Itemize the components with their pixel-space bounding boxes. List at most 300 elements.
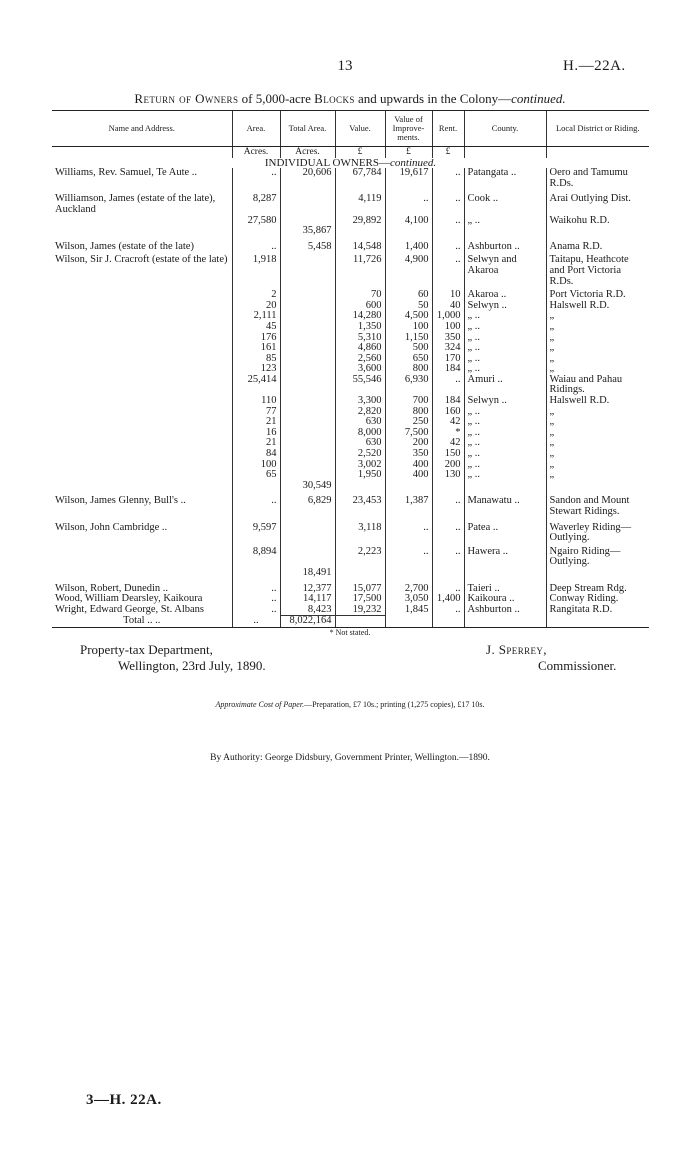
cell-value: 3,002	[335, 460, 385, 471]
cell-name	[52, 481, 232, 492]
table-title	[0, 91, 700, 107]
cell-district: „	[546, 322, 649, 333]
cell-rent: *	[432, 428, 464, 439]
cell-rent: 184	[432, 364, 464, 375]
col-header-improvements: Value of Improve-ments.	[385, 111, 432, 147]
table-row	[52, 417, 649, 428]
section-title: INDIVIDUAL OWNERS—continued.	[264, 156, 437, 169]
cell-district: „	[546, 364, 649, 375]
cell-total-area	[280, 460, 335, 471]
cell-improvements: 700	[385, 396, 432, 407]
cell-total-area	[280, 449, 335, 460]
cell-name: Wilson, John Cambridge ..	[55, 521, 168, 533]
cell-improvements: ..	[385, 194, 432, 215]
cell-name: Wright, Edward George, St. Albans	[55, 603, 204, 615]
cell-area: ..	[232, 605, 280, 616]
cell-name	[52, 470, 232, 481]
cell-improvements: 7,500	[385, 428, 432, 439]
cell-rent: 200	[432, 460, 464, 471]
cell-improvements: ..	[385, 547, 432, 568]
cell-county: Akaroa ..	[464, 290, 546, 301]
cell-total-area	[280, 523, 335, 544]
cell-area: 8,287	[232, 194, 280, 215]
cell-value: 70	[335, 290, 385, 301]
cell-total-area	[280, 438, 335, 449]
cell-county: Ashburton ..	[464, 605, 546, 616]
cell-rent: ..	[432, 523, 464, 544]
cell-improvements: 800	[385, 407, 432, 418]
cell-county: „ ..	[464, 216, 546, 227]
cell-area: 84	[232, 449, 280, 460]
cell-area: 2	[232, 290, 280, 301]
total-empty	[432, 616, 464, 628]
authority-line: By Authority: George Didsbury, Government Printer, Wellington.—1890.	[210, 753, 490, 763]
cell-county: Cook ..	[464, 194, 546, 215]
cell-total-area	[280, 333, 335, 344]
signature-right	[486, 642, 616, 674]
cell-rent: 1,400	[432, 594, 464, 605]
title-blocks: Blocks	[314, 91, 355, 106]
cell-rent: 160	[432, 407, 464, 418]
cell-district: „	[546, 407, 649, 418]
cell-name	[52, 311, 232, 322]
cell-rent: 170	[432, 354, 464, 365]
table-row	[52, 226, 649, 237]
unit-improvements: £	[385, 147, 432, 158]
cell-value: 2,520	[335, 449, 385, 460]
cell-district: Rangitata R.D.	[546, 605, 649, 616]
cell-county: „ ..	[464, 438, 546, 449]
sheet-reference: 3—H. 22A.	[86, 1092, 162, 1108]
cell-value: 15,077	[335, 584, 385, 595]
cell-area: 123	[232, 364, 280, 375]
cell-name	[52, 301, 232, 312]
table-row	[52, 407, 649, 418]
cell-area: 85	[232, 354, 280, 365]
cell-rent: 40	[432, 301, 464, 312]
cell-district: „	[546, 333, 649, 344]
cell-county: „ ..	[464, 428, 546, 439]
table-row	[52, 354, 649, 365]
cell-county: „ ..	[464, 449, 546, 460]
cell-name	[52, 428, 232, 439]
cell-total-area	[280, 547, 335, 568]
cell-value: 4,860	[335, 343, 385, 354]
cell-district: Halswell R.D.	[546, 301, 649, 312]
table-row	[52, 496, 649, 517]
cell-improvements: 350	[385, 449, 432, 460]
signatory-name: J. Sperrey,	[486, 642, 547, 657]
cell-district	[546, 568, 649, 579]
table-row	[52, 333, 649, 344]
unit-row	[52, 147, 649, 158]
cell-county: „ ..	[464, 417, 546, 428]
cell-value: 11,726	[335, 255, 385, 287]
cell-name	[52, 354, 232, 365]
cell-improvements	[385, 568, 432, 579]
table-row	[52, 168, 649, 189]
table-row	[52, 255, 649, 287]
cell-rent: 42	[432, 438, 464, 449]
cell-rent: ..	[432, 496, 464, 517]
table-row	[52, 460, 649, 471]
cell-total-area: 6,829	[280, 496, 335, 517]
table-row	[52, 194, 649, 215]
table-row	[52, 311, 649, 322]
cell-area: 21	[232, 438, 280, 449]
cell-area: 176	[232, 333, 280, 344]
cell-total-area: 14,117	[280, 594, 335, 605]
cell-total-area	[280, 194, 335, 215]
cell-total-area: 5,458	[280, 242, 335, 253]
cell-district: „	[546, 311, 649, 322]
cell-area: 65	[232, 470, 280, 481]
cell-improvements: 1,845	[385, 605, 432, 616]
cell-district: Waiau and Pahau Ridings.	[546, 375, 649, 396]
table-row	[52, 375, 649, 396]
footnote: * Not stated.	[329, 628, 371, 637]
cell-value: 2,560	[335, 354, 385, 365]
cell-district: Deep Stream Rdg.	[546, 584, 649, 595]
signatory-title: Commissioner.	[538, 658, 617, 673]
cell-district: „	[546, 343, 649, 354]
col-header-county: County.	[464, 111, 546, 147]
cell-rent	[432, 481, 464, 492]
cell-value: 67,784	[335, 168, 385, 189]
table-row	[52, 438, 649, 449]
cell-name	[52, 396, 232, 407]
cell-name	[52, 407, 232, 418]
cell-rent: ..	[432, 242, 464, 253]
cell-district: Anama R.D.	[546, 242, 649, 253]
cell-value: 8,000	[335, 428, 385, 439]
signature-left	[80, 642, 266, 674]
cell-district: „	[546, 449, 649, 460]
cell-county: Taieri ..	[464, 584, 546, 595]
cell-area: ..	[232, 168, 280, 189]
cell-name	[52, 290, 232, 301]
total-area-dots: ..	[232, 616, 280, 628]
cell-value: 4,119	[335, 194, 385, 215]
table-row	[52, 301, 649, 312]
cell-rent: 42	[432, 417, 464, 428]
cell-name	[52, 343, 232, 354]
title-mid: of 5,000-acre	[241, 91, 311, 106]
cell-improvements: 200	[385, 438, 432, 449]
cell-improvements: 4,500	[385, 311, 432, 322]
title-rest: and upwards in the Colony—	[358, 91, 512, 106]
cell-name	[52, 333, 232, 344]
table-row	[52, 568, 649, 579]
cell-value: 55,546	[335, 375, 385, 396]
cell-rent: 350	[432, 333, 464, 344]
title-prefix: Return of Owners	[134, 91, 239, 106]
cell-total-area: 8,423	[280, 605, 335, 616]
cell-improvements: 2,700	[385, 584, 432, 595]
cell-rent: ..	[432, 168, 464, 189]
cell-name	[52, 438, 232, 449]
cell-total-area	[280, 364, 335, 375]
cell-name	[52, 568, 232, 579]
cell-county: Selwyn and Akaroa	[464, 255, 546, 287]
cell-area: 16	[232, 428, 280, 439]
table-row	[52, 343, 649, 354]
cell-total-area	[280, 290, 335, 301]
cell-district: Arai Outlying Dist.	[546, 194, 649, 215]
cell-area	[232, 481, 280, 492]
cell-improvements: 19,617	[385, 168, 432, 189]
cell-value: 23,453	[335, 496, 385, 517]
cell-district: Conway Riding.	[546, 594, 649, 605]
cell-improvements: 1,150	[385, 333, 432, 344]
cell-improvements: 4,100	[385, 216, 432, 227]
col-header-total-area: Total Area.	[280, 111, 335, 147]
cell-total-area	[280, 417, 335, 428]
cell-total-area	[280, 407, 335, 418]
cell-area	[232, 568, 280, 579]
cell-district: „	[546, 417, 649, 428]
cell-rent: 10	[432, 290, 464, 301]
cell-total-area	[280, 343, 335, 354]
table-row	[52, 547, 649, 568]
cell-rent	[432, 226, 464, 237]
cell-county: „ ..	[464, 354, 546, 365]
cell-improvements: 6,930	[385, 375, 432, 396]
table-row	[52, 322, 649, 333]
cell-improvements: 1,387	[385, 496, 432, 517]
cell-rent: 184	[432, 396, 464, 407]
cell-total-area: 35,867	[280, 226, 335, 237]
cell-name: Williams, Rev. Samuel, Te Aute ..	[55, 167, 198, 179]
total-empty	[546, 616, 649, 628]
cell-value: 14,548	[335, 242, 385, 253]
cell-area: 45	[232, 322, 280, 333]
cell-county: „ ..	[464, 311, 546, 322]
cell-name: Williamson, James (estate of the late), Auckland	[55, 193, 216, 215]
cell-rent: ..	[432, 547, 464, 568]
header-row	[52, 111, 649, 147]
cell-value: 600	[335, 301, 385, 312]
total-label: Total .. ..	[52, 616, 232, 628]
page-number: 13	[337, 58, 353, 74]
cost-note: Approximate Cost of Paper.—Preparation, £7 10s.; printing (1,275 copies), £17 10s.	[215, 700, 485, 709]
table-row	[52, 242, 649, 253]
cell-county: „ ..	[464, 343, 546, 354]
cell-name	[52, 449, 232, 460]
cell-district: „	[546, 354, 649, 365]
cell-value	[335, 481, 385, 492]
cell-total-area	[280, 375, 335, 396]
cell-area: 110	[232, 396, 280, 407]
cell-county: „ ..	[464, 322, 546, 333]
unit-area: Acres.	[232, 147, 280, 158]
cell-value	[335, 226, 385, 237]
unit-total-area: Acres.	[280, 147, 335, 158]
cell-value: 17,500	[335, 594, 385, 605]
cell-value: 1,350	[335, 322, 385, 333]
col-header-value: Value.	[335, 111, 385, 147]
cell-total-area	[280, 301, 335, 312]
cell-district: „	[546, 438, 649, 449]
cell-value: 3,600	[335, 364, 385, 375]
cell-rent: ..	[432, 255, 464, 287]
table-row	[52, 470, 649, 481]
cell-value: 5,310	[335, 333, 385, 344]
cell-name	[52, 322, 232, 333]
cell-district: Oero and Tamumu R.Ds.	[546, 168, 649, 189]
cell-value: 19,232	[335, 605, 385, 616]
cell-area: 2,111	[232, 311, 280, 322]
cell-value: 14,280	[335, 311, 385, 322]
cell-county: Selwyn ..	[464, 396, 546, 407]
cell-rent: 130	[432, 470, 464, 481]
total-empty	[385, 616, 432, 628]
cell-district	[546, 481, 649, 492]
cell-area: 21	[232, 417, 280, 428]
cell-rent	[432, 568, 464, 579]
cell-value: 630	[335, 438, 385, 449]
total-value: 8,022,164	[280, 616, 335, 628]
cell-district: „	[546, 428, 649, 439]
cell-total-area: 12,377	[280, 584, 335, 595]
cell-county	[464, 226, 546, 237]
cell-district: Ngairo Riding—Outlying.	[546, 547, 649, 568]
cell-value: 2,820	[335, 407, 385, 418]
cell-name: Wood, William Dearsley, Kaikoura	[55, 593, 203, 605]
cell-county: „ ..	[464, 407, 546, 418]
cell-area: 20	[232, 301, 280, 312]
cell-improvements: 800	[385, 364, 432, 375]
cell-improvements: 650	[385, 354, 432, 365]
unit-value: £	[335, 147, 385, 158]
cell-total-area	[280, 396, 335, 407]
total-empty	[335, 616, 385, 628]
cell-area: ..	[232, 584, 280, 595]
cell-area: 8,894	[232, 547, 280, 568]
cell-total-area	[280, 322, 335, 333]
cell-improvements: 400	[385, 470, 432, 481]
cell-name	[52, 226, 232, 237]
owners-table	[52, 110, 649, 628]
cell-improvements: ..	[385, 523, 432, 544]
cell-name	[52, 460, 232, 471]
cell-total-area	[280, 428, 335, 439]
cell-improvements: 500	[385, 343, 432, 354]
document-reference: H.—22A.	[563, 58, 626, 74]
table-row	[52, 396, 649, 407]
cell-value: 29,892	[335, 216, 385, 227]
cell-area: ..	[232, 594, 280, 605]
cell-value: 1,950	[335, 470, 385, 481]
cell-improvements: 1,400	[385, 242, 432, 253]
col-header-rent: Rent.	[432, 111, 464, 147]
cell-county: Hawera ..	[464, 547, 546, 568]
col-header-district: Local District or Riding.	[546, 111, 649, 147]
cell-value: 630	[335, 417, 385, 428]
cell-area: 1,918	[232, 255, 280, 287]
cell-area: 9,597	[232, 523, 280, 544]
cell-rent: 1,000	[432, 311, 464, 322]
cell-county: Patea ..	[464, 523, 546, 544]
place-date-line: Wellington, 23rd July, 1890.	[118, 658, 266, 673]
cell-value: 3,300	[335, 396, 385, 407]
cell-name	[52, 547, 232, 568]
cell-county: Amuri ..	[464, 375, 546, 396]
cell-district: „	[546, 460, 649, 471]
cell-district: „	[546, 470, 649, 481]
cell-county: Kaikoura ..	[464, 594, 546, 605]
cell-area: ..	[232, 496, 280, 517]
col-header-area: Area.	[232, 111, 280, 147]
cell-area: ..	[232, 242, 280, 253]
cell-rent: ..	[432, 584, 464, 595]
cell-rent: ..	[432, 375, 464, 396]
cell-county: „ ..	[464, 364, 546, 375]
cell-county	[464, 568, 546, 579]
cell-name: Wilson, James Glenny, Bull's ..	[55, 495, 186, 507]
cell-total-area	[280, 354, 335, 365]
table-row	[52, 449, 649, 460]
cell-value: 3,118	[335, 523, 385, 544]
cell-county: „ ..	[464, 470, 546, 481]
cell-rent: ..	[432, 216, 464, 227]
cell-total-area: 18,491	[280, 568, 335, 579]
cell-improvements: 3,050	[385, 594, 432, 605]
title-continued: continued.	[511, 91, 566, 106]
cell-area	[232, 226, 280, 237]
cell-district	[546, 226, 649, 237]
cell-area: 77	[232, 407, 280, 418]
cell-improvements: 250	[385, 417, 432, 428]
cell-rent: 100	[432, 322, 464, 333]
cell-name	[52, 364, 232, 375]
cell-county	[464, 481, 546, 492]
cell-area: 161	[232, 343, 280, 354]
cell-county: Selwyn ..	[464, 301, 546, 312]
cell-county: Manawatu ..	[464, 496, 546, 517]
cell-total-area	[280, 311, 335, 322]
total-empty	[464, 616, 546, 628]
cell-district: Halswell R.D.	[546, 396, 649, 407]
cell-improvements	[385, 481, 432, 492]
cell-name: Wilson, Sir J. Cracroft (estate of the late)	[55, 254, 228, 266]
cell-total-area	[280, 255, 335, 287]
table-row	[52, 523, 649, 544]
cell-name	[52, 216, 232, 227]
total-row	[52, 616, 649, 628]
table-row	[52, 428, 649, 439]
cell-area: 25,414	[232, 375, 280, 396]
cell-county: Ashburton ..	[464, 242, 546, 253]
cell-county: Patangata ..	[464, 168, 546, 189]
cell-name: Wilson, Robert, Dunedin ..	[55, 582, 169, 594]
cell-district: Taitapu, Heathcote and Port Victoria R.Ds.	[546, 255, 649, 287]
cell-total-area: 30,549	[280, 481, 335, 492]
cell-county: „ ..	[464, 460, 546, 471]
table-body	[52, 147, 649, 628]
cell-rent: 150	[432, 449, 464, 460]
cell-district: Sandon and Mount Stewart Ridings.	[546, 496, 649, 517]
cell-name: Wilson, James (estate of the late)	[55, 240, 194, 252]
cell-rent: ..	[432, 605, 464, 616]
cell-total-area: 20,606	[280, 168, 335, 189]
cell-improvements: 400	[385, 460, 432, 471]
cell-district: Waverley Riding—Outlying.	[546, 523, 649, 544]
cell-district: Port Victoria R.D.	[546, 290, 649, 301]
cell-improvements: 4,900	[385, 255, 432, 287]
cell-improvements: 100	[385, 322, 432, 333]
cell-name	[52, 417, 232, 428]
